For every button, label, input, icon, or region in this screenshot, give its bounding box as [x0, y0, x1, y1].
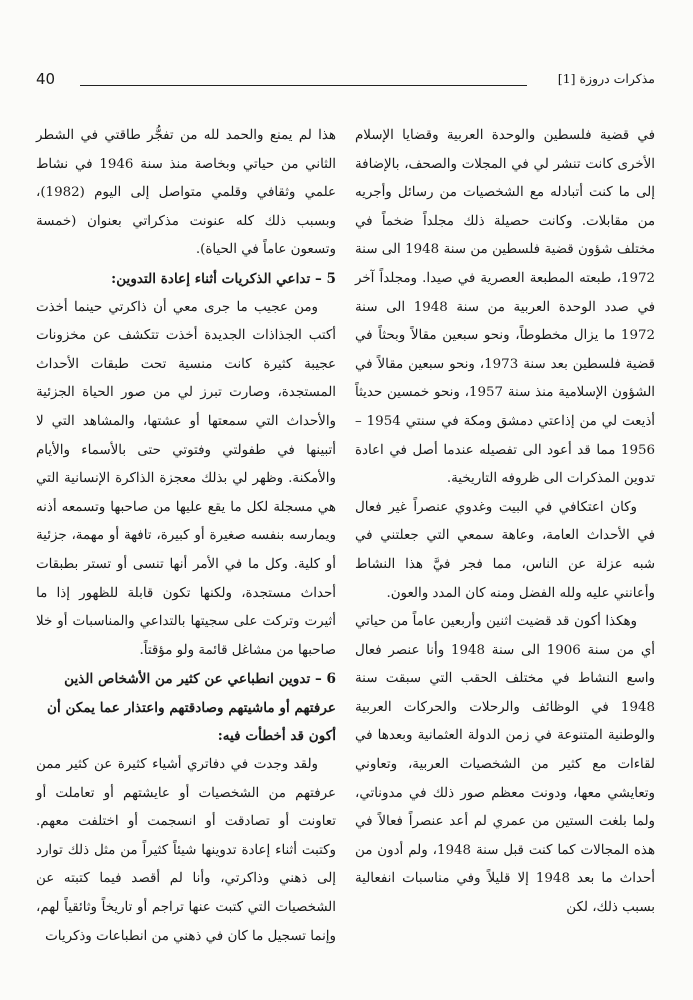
book-title: مذكرات دروزة [1]	[557, 71, 655, 86]
paragraph: ومن عجيب ما جرى معي أن ذاكرتي حينما أخذت أكتب الجذاذات الجديدة أخذت تتكشف عن مخزونات عجيبة كثيرة كانت منسية تحت طبقات الأحداث المستجدة، وصارت تبرز لي من صور الحياة الجزئية والأحداث التي سمعتها أو عشتها، والمشاهد التي لا أتبينها في طفولتي وفتوتي حتى بالأسماء والأيام والأمكنة. وظهر لي بذلك معجزة الذاكرة الإنسانية التي هي مسجلة لكل ما يقع عليها من صاحبها وتسمعه أذنه ويمارسه بنفسه صغيرة أو كبيرة، تافهة أو مهمة، جزئية أو كلية. وكل ما في الأمر أنها تنسى أو تستر بطبقات أحداث مستجدة، ولكنها تكون قابلة للظهور إذا ما أثيرت وتركت على سجيتها بالتداعي والمناسبات أو خلا صاحبها من مشاغل قائمة ولو مؤقتاً.	[36, 299, 336, 658]
left-column	[36, 122, 336, 951]
right-column	[355, 122, 655, 923]
section-heading: 5 – تداعي الذكريات أثناء إعادة التدوين:	[111, 270, 336, 287]
running-header	[36, 70, 655, 92]
paragraph: ولقد وجدت في دفاتري أشياء كثيرة عن كثير ممن عرفتهم من الشخصيات أو عايشتهم أو تعاملت أو تعاونت أو تصادقت أو انسجمت أو اختلفت معهم. وكتبت أثناء إعادة تدوينها شيئاً كثيراً من مثل ذلك توارد إلى ذهني وذاكرتي، وأنا لم أقصد فيما كتبته عن الشخصيات التي كتبت عنها تراجم أو تاريخاً وثائقياً لهم، وإنما تسجيل ما كان في ذهني من انطباعات وذكريات	[36, 757, 336, 944]
page-number: 40	[36, 70, 56, 88]
paragraph: وكان اعتكافي في البيت وغدوي عنصراً غير فعال في الأحداث العامة، وعاهة سمعي التي جعلتني في شبه عزلة عن الناس، مما فجر فيَّ هذا النشاط وأعانني عليه ولله الفضل ومنه كان المدد والعون.	[355, 499, 655, 601]
section-heading: 6 – تدوين انطباعي عن كثير من الأشخاص الذين عرفتهم أو ماشيتهم وصادقتهم واعتذار عما يمكن أن أكون قد أخطأت فيه:	[47, 671, 336, 745]
paragraph: وهكذا أكون قد قضيت اثنين وأربعين عاماً من حياتي أي من سنة 1906 الى سنة 1948 وأنا عنصر فعال واسع النشاط في مختلف الحقب التي سبقت سنة 1948 في الوظائف والرحلات والحركات العربية والوطنية المتنوعة في زمن الدولة العثمانية وبعدها في لقاءات مع كثير من الشخصيات العربية، وتعاوني وتعايشي معها، ودونت معظم صور ذلك في مدوناتي، ولما بلغت الستين من عمري لم أعد عنصراً فعالاً في هذه المجالات كما كنت قبل سنة 1948، ولم أدون من أحداث ما بعد 1948 إلا قليلاً وفي مناسبات انفعالية بسبب ذلك، لكن	[355, 614, 656, 916]
paragraph: في قضية فلسطين والوحدة العربية وقضايا الإسلام الأخرى كانت تنشر لي في المجلات والصحف، بالإضافة إلى ما كنت أتبادله مع الشخصيات من رسائل وأجريه من مقابلات. وكانت حصيلة ذلك مجلداً ضخماً في مختلف شؤون قضية فلسطين من سنة 1948 الى سنة 1972، طبعته المطبعة العصرية في صيدا. ومجلداً آخر في صدد الوحدة العربية من سنة 1948 الى سنة 1972 ما يزال مخطوطاً، ونحو سبعين مقالاً وبحثاً في قضية فلسطين بعد سنة 1973، ونحو سبعين مقالاً في الشؤون الإسلامية منذ سنة 1957، ونحو خمسين حديثاً أذيعت لي من إذاعتي دمشق ومكة في سنتي 1954 – 1956 مما قد أعود الى تفصيله عندما أصل في اعادة تدوين المذكرات الى ظروفه التاريخية.	[355, 128, 656, 487]
paragraph: هذا لم يمنع والحمد لله من تفجُّر طاقتي في الشطر الثاني من حياتي وبخاصة منذ سنة 1946 في نشاط علمي وثقافي وقلمي متواصل إلى اليوم (1982)، وبسبب ذلك كله عنونت مذكراتي بعنوان (خمسة وتسعون عاماً في الحياة).	[36, 128, 336, 258]
header-rule	[80, 85, 527, 86]
